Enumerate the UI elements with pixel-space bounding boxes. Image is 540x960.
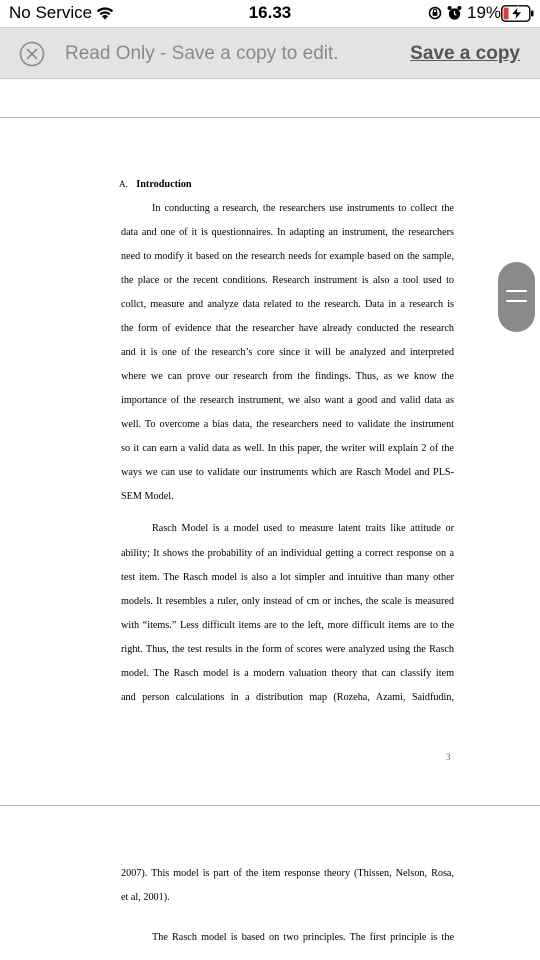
- section-heading: [119, 179, 192, 190]
- alarm-icon: [447, 5, 462, 21]
- handle-bar: [506, 290, 527, 292]
- battery-charging-icon: [501, 5, 535, 22]
- text-line: well. To overcome a bias data, the researchers need to validate the instrument: [121, 419, 454, 430]
- text-line: ways we can use to validate our instruments which are Rasch Model and PLS-: [121, 467, 454, 478]
- text-line: 2007). This model is part of the item response theory (Thissen, Nelson, Rosa,: [121, 868, 454, 879]
- text-line: SEM Model.: [121, 491, 174, 502]
- page-number: 3: [446, 752, 451, 762]
- text-line: models. It resembles a ruler, only instead of cm or inches, the scale is measured: [121, 596, 454, 607]
- text-line: test item. The Rasch model is also a lot simpler and intuitive than many other: [121, 572, 454, 583]
- carrier-label: No Service: [9, 3, 93, 22]
- rotation-lock-icon: [428, 6, 442, 20]
- scroll-handle-icon[interactable]: [498, 262, 535, 332]
- read-only-banner: [0, 27, 540, 79]
- heading-number: A.: [119, 179, 128, 189]
- text-line: importance of the research instrument, we also want a good and valid data as: [121, 395, 454, 406]
- heading-title: Introduction: [136, 179, 192, 190]
- text-line: Rasch Model is a model used to measure latent traits like attitude or: [152, 523, 454, 534]
- text-line: et al, 2001).: [121, 892, 170, 903]
- text-line: and it is one of the research’s core since it will be analyzed and interpreted: [121, 347, 454, 358]
- status-bar: [0, 0, 540, 27]
- text-line: collct, measure and analyze data related to the research. Data in a research is: [121, 299, 454, 310]
- text-line: and person calculations in a distribution map (Rozeha, Azami, Saidfudin,: [121, 692, 454, 703]
- read-only-message: Read Only - Save a copy to edit.: [65, 43, 339, 64]
- text-line: ability; It shows the probability of an individual getting a correct response on a: [121, 548, 454, 559]
- text-line: the place or the recent conditions. Research instrument is also a tool used to: [121, 275, 454, 286]
- save-copy-button[interactable]: Save a copy: [410, 43, 520, 64]
- page-separator: [0, 117, 540, 118]
- text-line: where we can prove our research from the findings. Thus, as we know the: [121, 371, 454, 382]
- text-line: In conducting a research, the researchers use instruments to collect the: [152, 203, 454, 214]
- text-line: data and one of it is questionnaires. In adapting an instrument, the researchers: [121, 227, 454, 238]
- text-line: model. The Rasch model is a modern valuation theory that can classify item: [121, 668, 454, 679]
- close-circle-icon[interactable]: [19, 41, 45, 67]
- battery-percent: 19%: [467, 3, 502, 22]
- text-line: with “items.” Less difficult items are to the left, more difficult items are to the: [121, 620, 454, 631]
- text-line: need to modify it based on the research needs for example based on the sample,: [121, 251, 454, 262]
- clock: 16.33: [248, 3, 292, 22]
- text-line: the form of evidence that the researcher have already conducted the research: [121, 323, 454, 334]
- text-line: The Rasch model is based on two principles. The first principle is the: [152, 932, 454, 943]
- text-line: right. Thus, the test results in the form of scores were analyzed using the Rasch: [121, 644, 454, 655]
- text-line: so it can earn a valid data as well. In this paper, the writer will explain 2 of the: [121, 443, 454, 454]
- page-separator: [0, 805, 540, 806]
- handle-bar: [506, 300, 527, 302]
